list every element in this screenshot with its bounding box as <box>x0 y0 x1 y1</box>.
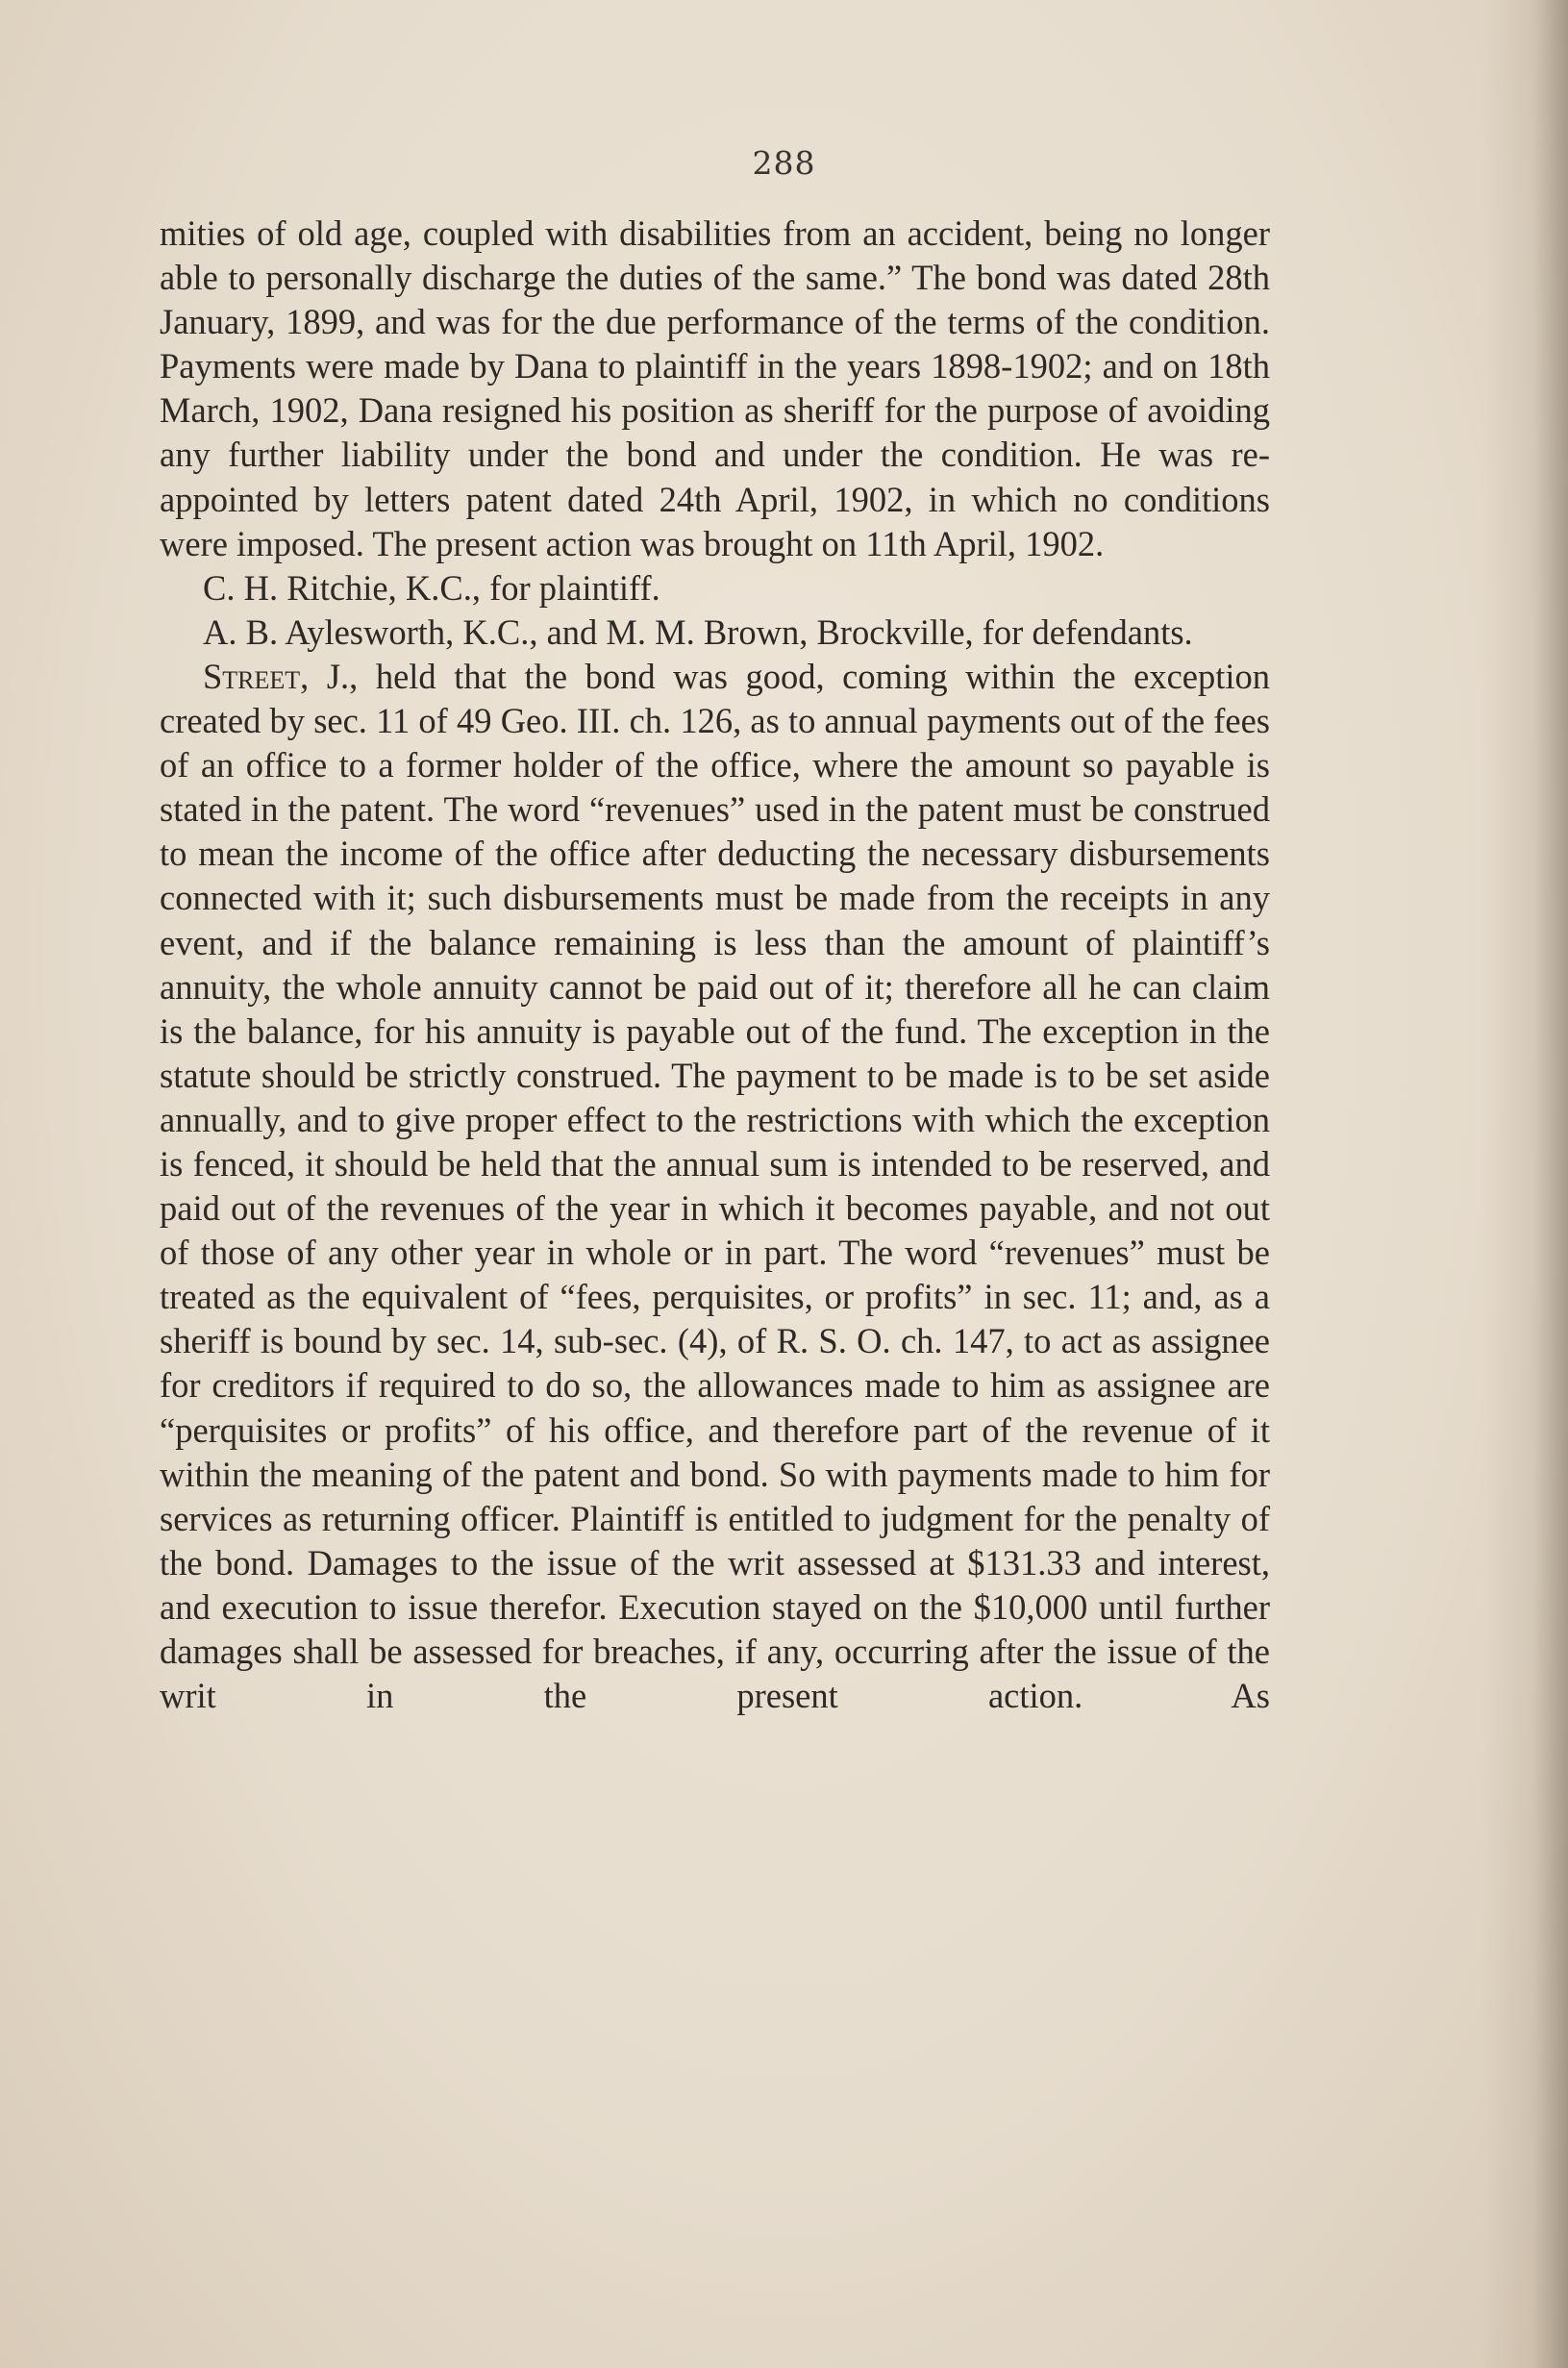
page-edge-shadow <box>1481 0 1568 2368</box>
paragraph-facts: mities of old age, coupled with disabilities from an accident, being no longer able to personally discharge the duties of the same.” The bond was dated 28th January, 1899, and was for the due performance of the terms of the condition. Payments were made by Dana to plaintiff in the years 1898-1902; and on 18th March, 1902, Dana resigned his position as sheriff for the purpose of avoiding any further liability under the bond and under the condition. He was re-appointed by letters patent dated 24th April, 1902, in which no conditions were imposed. The present action was brought on 11th April, 1902. <box>160 213 1270 563</box>
page-number: 288 <box>752 144 816 182</box>
paragraph-counsel-plaintiff: C. H. Ritchie, K.C., for plaintiff. <box>203 567 660 608</box>
judgment-text: , J., held that the bond was good, coming within the exception created by sec. 11 of 49 Geo. III. ch. 126, as to annual payments out of the fees of an office to a former holder of the office, where the amount so payable is stated in the patent. The word “revenues” used in the patent must be construed to mean the income of the office after deducting the necessary disbursements connected with it; such disbursements must be made from the receipts in any event, and if the balance remaining is less than the amount of plaintiff’s annuity, the whole annuity cannot be paid out of it; therefore all he can claim is the balance, for his annuity is payable out of the fund. The exception in the statute should be strictly construed. The payment to be made is to be set aside annually, and to give proper effect to the restrictions with which the exception is fenced, it should be held that the annual sum is intended to be reserved, and paid out of the revenues of the year in which it becomes payable, and not out of those of any other year in whole or in part. The word “revenues” must be treated as the equivalent of “fees, perquisites, or profits” in sec. 11; and, as a sheriff is bound by sec. 14, sub-sec. (4), of R. S. O. ch. 147, to act as assignee for creditors if required to do so, the allowances made to him as assignee are “perquisites or profits” of his office, and therefore part of the revenue of it within the meaning of the patent and bond. So with payments made to him for services as returning officer. Plaintiff is entitled to judgment for the penalty of the bond. Damages to the issue of the writ assessed at $131.33 and interest, and execution to issue therefor. Execution stayed on the $10,000 until further damages shall be assessed for breaches, if any, occurring after the issue of the writ in the present action. As <box>160 656 1270 1716</box>
body-text <box>160 212 1270 1718</box>
paragraph-counsel-defendants: A. B. Aylesworth, K.C., and M. M. Brown, Brockville, for defendants. <box>203 611 1193 652</box>
paragraph-judgment <box>160 655 1270 1718</box>
judge-name: Street <box>203 656 301 696</box>
